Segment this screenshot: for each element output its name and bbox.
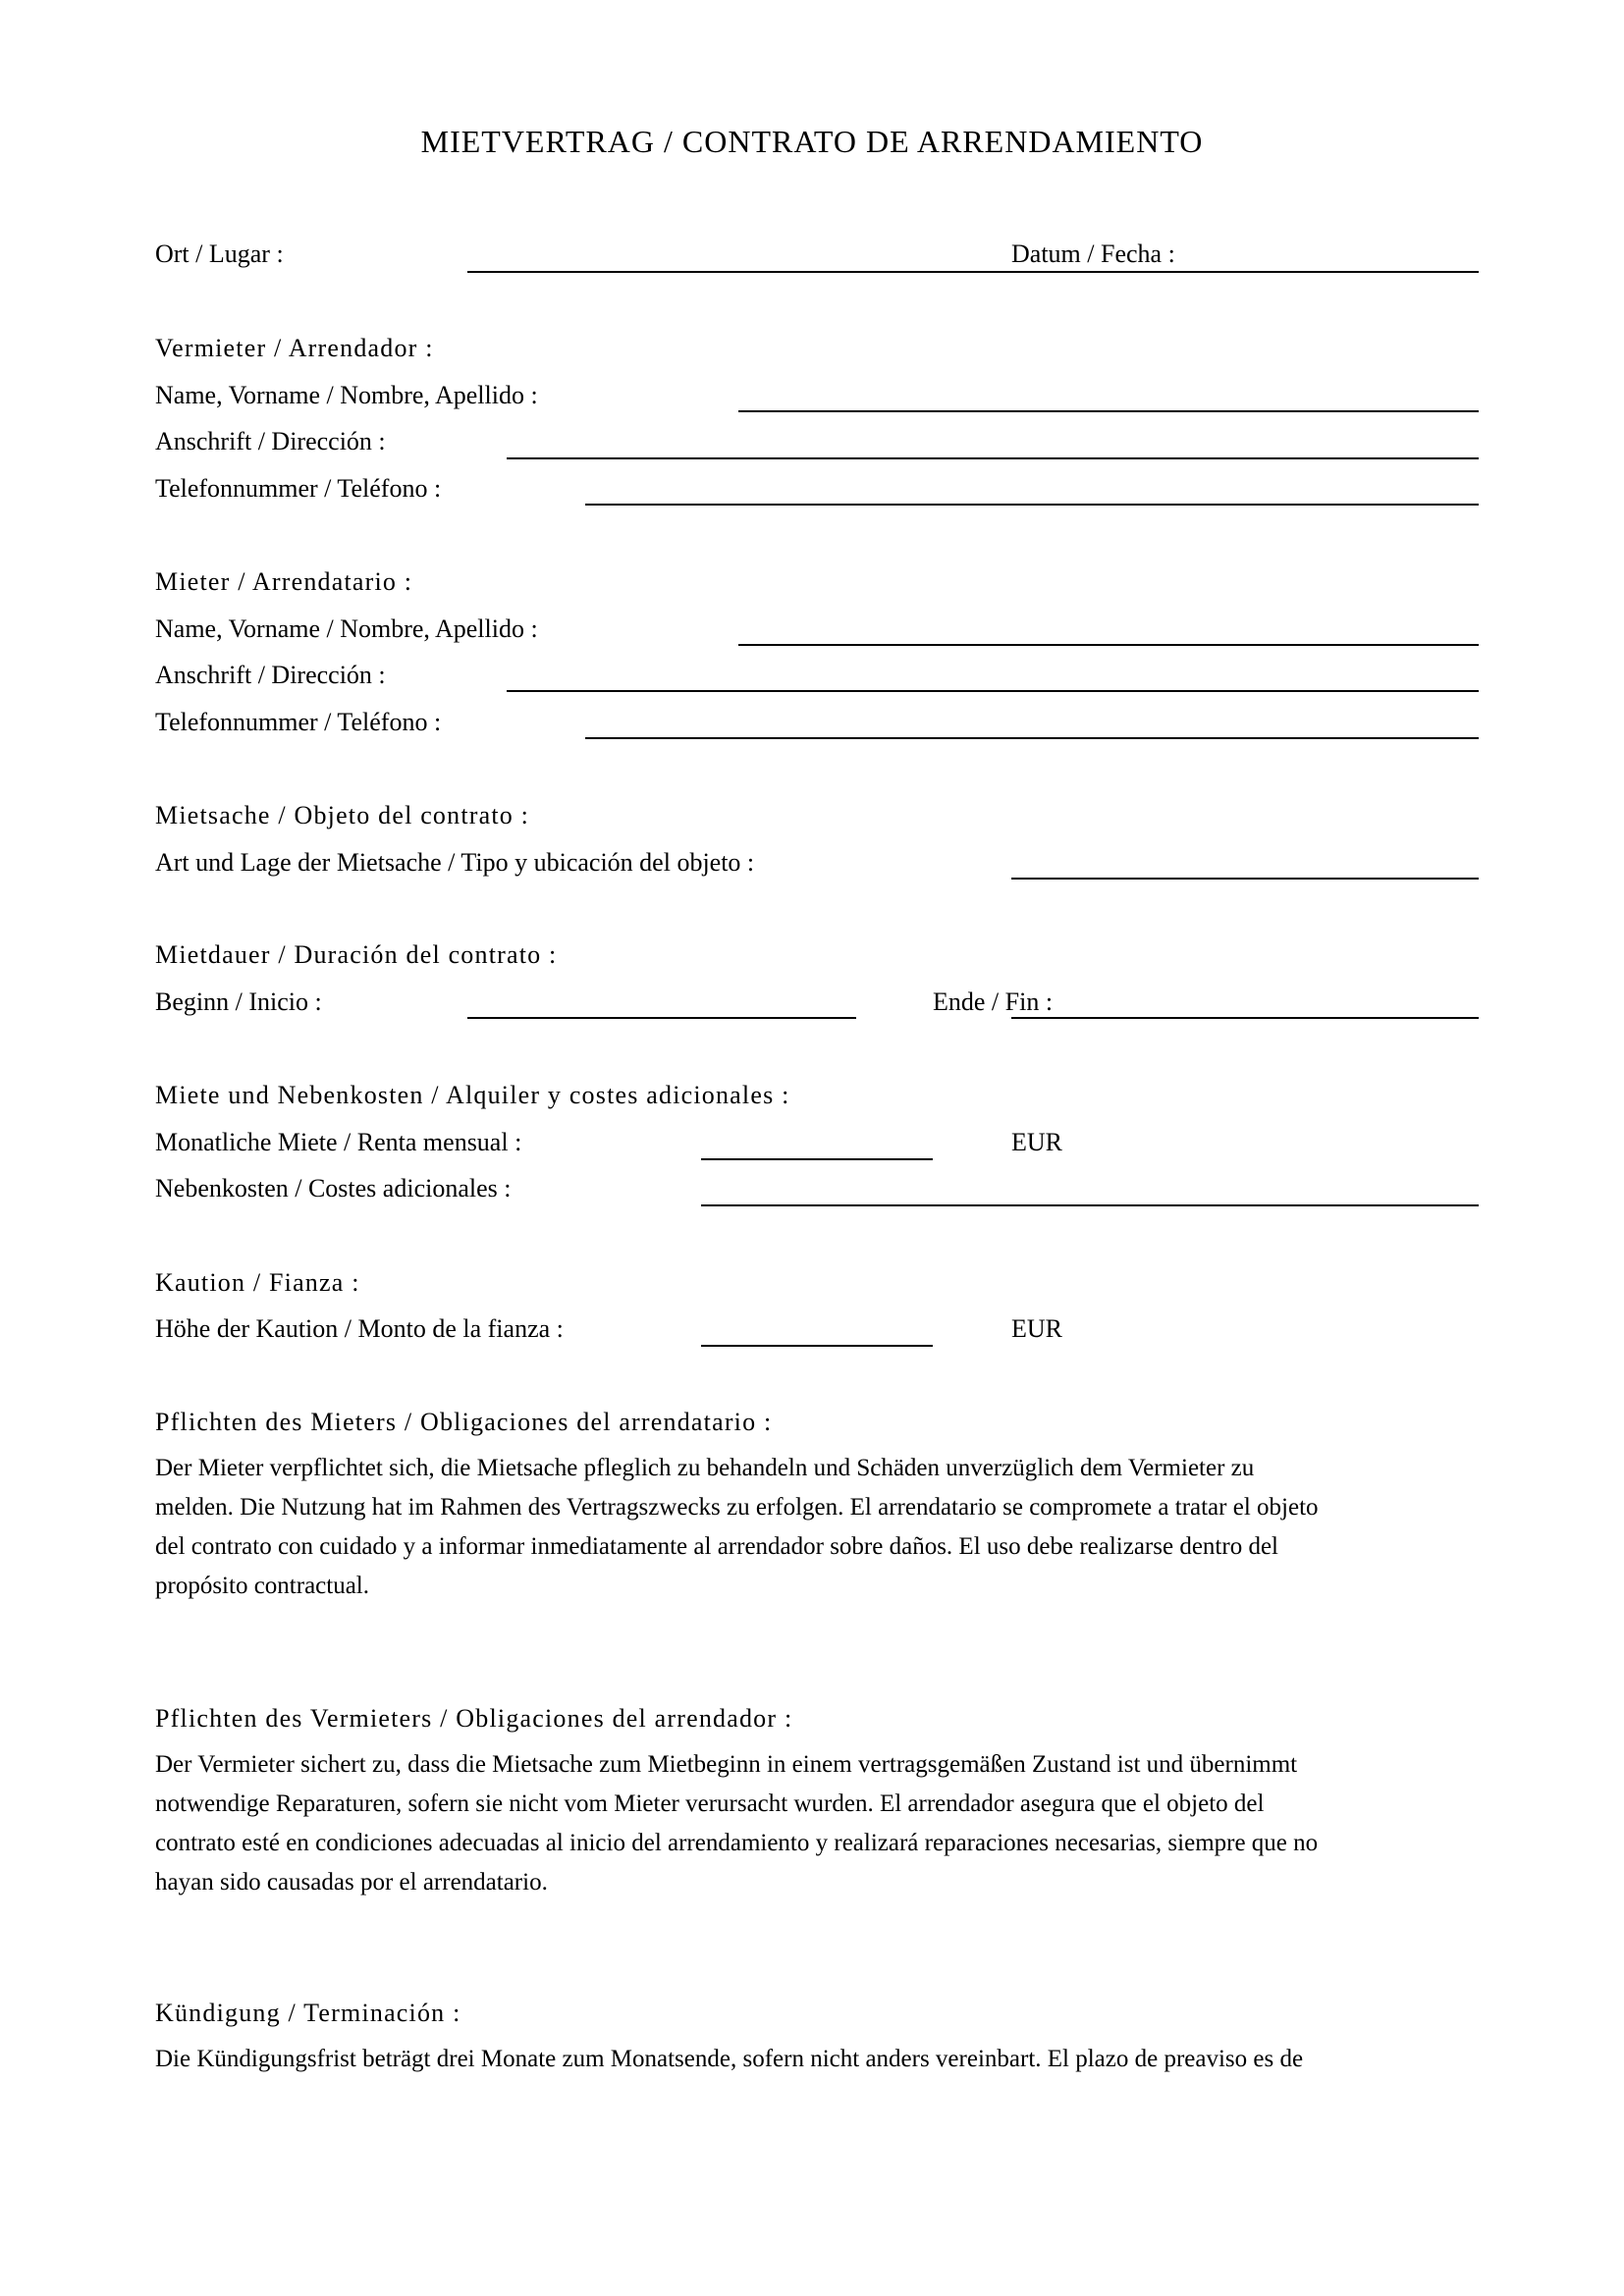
tenant-address-underline: [507, 690, 1479, 692]
deposit-amount-underline: [701, 1345, 933, 1347]
text-line: melden. Die Nutzung hat im Rahmen des Vertragszwecks zu erfolgen. El arrendatario se compromete a tratar el objeto: [155, 1494, 1319, 1521]
deposit-heading: Kaution / Fianza :: [155, 1268, 360, 1297]
text-line: hayan sido causadas por el arrendatario.: [155, 1869, 548, 1896]
extra-costs-field[interactable]: [701, 1174, 1479, 1203]
landlord-heading: Vermieter / Arrendador :: [155, 334, 434, 362]
object-type-label: Art und Lage der Mietsache / Tipo y ubicación del objeto :: [155, 848, 755, 877]
tenant-phone-underline: [585, 737, 1479, 739]
start-label: Beginn / Inicio :: [155, 988, 322, 1016]
landlord-phone-underline: [585, 504, 1479, 506]
tenant-duties-text: [155, 1449, 1481, 1606]
landlord-duties-heading: Pflichten des Vermieters / Obligaciones del arrendador :: [155, 1704, 793, 1733]
start-underline: [467, 1017, 856, 1019]
text-line: notwendige Reparaturen, sofern sie nicht vom Mieter verursacht wurden. El arrendador asegura que el objeto del: [155, 1790, 1265, 1817]
termination-text: [155, 2040, 1481, 2079]
landlord-phone-field[interactable]: [585, 474, 1479, 504]
tenant-address-field[interactable]: [507, 661, 1479, 690]
tenant-phone-label: Telefonnummer / Teléfono :: [155, 708, 442, 736]
object-type-field[interactable]: [1011, 848, 1479, 878]
monthly-rent-field[interactable]: [701, 1128, 933, 1157]
end-underline: [1011, 1017, 1479, 1019]
landlord-address-field[interactable]: [507, 427, 1479, 456]
termination-heading: Kündigung / Terminación :: [155, 1999, 461, 2027]
text-line: Der Mieter verpflichtet sich, die Mietsache pfleglich zu behandeln und Schäden unverzüglich dem Vermieter zu: [155, 1455, 1255, 1481]
tenant-duties-heading: Pflichten des Mieters / Obligaciones del arrendatario :: [155, 1408, 773, 1436]
landlord-duties-text: [155, 1745, 1481, 1902]
landlord-name-field[interactable]: [738, 381, 1479, 410]
extra-costs-underline: [701, 1204, 1479, 1206]
date-label: Datum / Fecha :: [1011, 240, 1181, 269]
end-label: Ende / Fin :: [933, 988, 1054, 1016]
date-field[interactable]: [1200, 240, 1479, 269]
landlord-address-underline: [507, 457, 1479, 459]
landlord-phone-label: Telefonnummer / Teléfono :: [155, 474, 442, 503]
text-line: contrato esté en condiciones adecuadas al inicio del arrendamiento y realizará reparaciones necesarias, siempre que no: [155, 1830, 1319, 1856]
duration-heading: Mietdauer / Duración del contrato :: [155, 940, 558, 969]
landlord-name-underline: [738, 410, 1479, 412]
end-field[interactable]: [1070, 988, 1479, 1017]
text-line: Die Kündigungsfrist beträgt drei Monate zum Monatsende, sofern nicht anders vereinbart. El plazo de preaviso es de: [155, 2046, 1304, 2072]
start-field[interactable]: [467, 988, 856, 1017]
extra-costs-label: Nebenkosten / Costes adicionales :: [155, 1174, 512, 1202]
text-line: Der Vermieter sichert zu, dass die Mietsache zum Mietbeginn in einem vertragsgemäßen Zustand ist und übernimmt: [155, 1751, 1298, 1778]
object-type-underline: [1011, 878, 1479, 880]
tenant-name-underline: [738, 644, 1479, 646]
rent-heading: Miete und Nebenkosten / Alquiler y costes adicionales :: [155, 1081, 790, 1109]
tenant-phone-field[interactable]: [585, 708, 1479, 737]
tenant-heading: Mieter / Arrendatario :: [155, 567, 413, 596]
tenant-address-label: Anschrift / Dirección :: [155, 661, 386, 689]
tenant-name-label: Name, Vorname / Nombre, Apellido :: [155, 614, 538, 643]
object-heading: Mietsache / Objeto del contrato :: [155, 801, 530, 829]
landlord-address-label: Anschrift / Dirección :: [155, 427, 386, 455]
text-line: del contrato con cuidado y a informar inmediatamente al arrendador sobre daños. El uso debe realizarse dentro del: [155, 1533, 1278, 1560]
monthly-rent-currency: EUR: [1011, 1128, 1062, 1156]
place-label: Ort / Lugar :: [155, 240, 284, 268]
deposit-amount-label: Höhe der Kaution / Monto de la fianza :: [155, 1314, 564, 1343]
text-line: propósito contractual.: [155, 1573, 369, 1599]
monthly-rent-label: Monatliche Miete / Renta mensual :: [155, 1128, 522, 1156]
tenant-name-field[interactable]: [738, 614, 1479, 644]
landlord-name-label: Name, Vorname / Nombre, Apellido :: [155, 381, 538, 409]
monthly-rent-underline: [701, 1158, 933, 1160]
deposit-amount-field[interactable]: [701, 1314, 933, 1344]
place-underline: [467, 271, 1479, 273]
deposit-currency: EUR: [1011, 1314, 1062, 1343]
contract-title: MIETVERTRAG / CONTRATO DE ARRENDAMIENTO: [420, 124, 1204, 159]
